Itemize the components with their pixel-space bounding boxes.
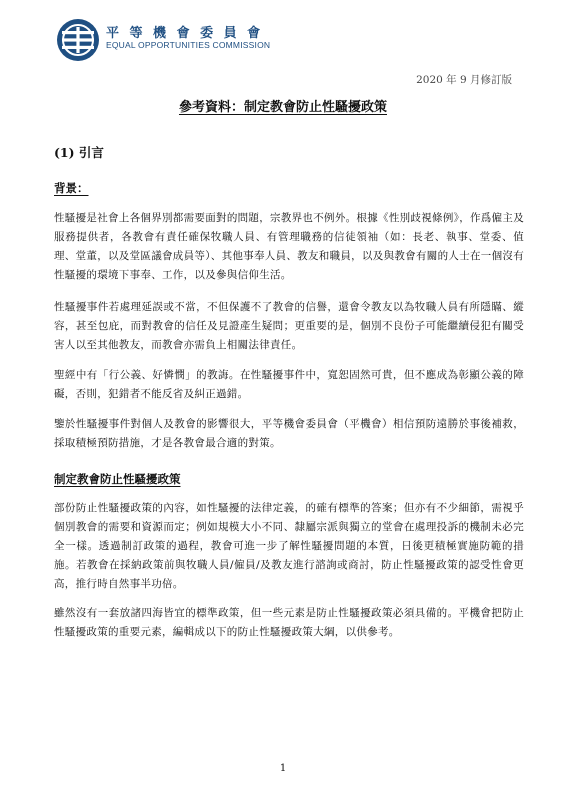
background-paragraph-1: 性騷擾是社會上各個界別都需要面對的問題，宗教界也不例外。根據《性別歧視條例》，作爲僱主及服務提供者，各教會有責任確保牧職人員、有管理職務的信徒領袖（如：長老、執事、堂委、值理、堂董，以及堂區議會成員等）、其他事奉人員、教友和職員，以及與教會有關的人士在一個沒有性騷擾的環境下事奉、工作，以及參與信仰生活。 [54,212,524,281]
policy-heading: 制定教會防止性騷擾政策 [54,472,181,486]
eoc-logo-icon [56,18,100,62]
background-paragraph-4: 鑒於性騷擾事件對個人及教會的影響很大，平等機會委員會（平機會）相信預防遠勝於事後補救，採取積極預防措施，才是各教會最合適的對策。 [54,418,524,449]
org-name-zh: 平 等 機 會 委 員 會 [106,26,264,41]
document-title: 參考資料：制定教會防止性騷擾政策 [178,100,387,115]
org-name-en: EQUAL OPPORTUNITIES COMMISSION [106,40,271,50]
section-heading: (1) 引言 [54,145,104,160]
page-number: 1 [279,763,287,774]
revision-date: 2020 年 9 月修訂版 [416,74,512,86]
background-paragraph-2: 性騷擾事件若處理延誤或不當，不但保護不了教會的信譽，還會令教友以為牧職人員有所隱瞞、縱容，甚至包庇，而對教會的信任及見證產生疑問；更重要的是，個別不良份子可能繼續侵犯有關受害人以至其他教友，而教會亦需負上相關法律責任。 [54,301,524,351]
background-paragraph-3: 聖經中有「行公義、好憐憫」的教誨。在性騷擾事件中，寬恕固然可貴，但不應成為彰顯公義的障礙，否則，犯錯者不能反省及糾正過錯。 [54,369,524,400]
policy-paragraph-2: 雖然沒有一套放諸四海皆宜的標準政策，但一些元素是防止性騷擾政策必須具備的。平機會把防止性騷擾政策的重要元素，編輯成以下的防止性騷擾政策大綱，以供參考。 [54,607,524,638]
background-heading: 背景： [54,181,89,195]
policy-paragraph-1: 部份防止性騷擾政策的內容，如性騷擾的法律定義，的確有標準的答案；但亦有不少細節，需視乎個別教會的需要和資源而定；例如規模大小不同、隸屬宗派與獨立的堂會在處理投訴的機制未必完全一樣。透過制訂政策的過程，教會可進一步了解性騷擾問題的本質，日後更積極實施防範的措施。若教會在採納政策前與牧職人員/僱員/及教友進行諮詢或商討，防止性騷擾政策的認受性會更高，推行時自然事半功倍。 [54,502,524,590]
